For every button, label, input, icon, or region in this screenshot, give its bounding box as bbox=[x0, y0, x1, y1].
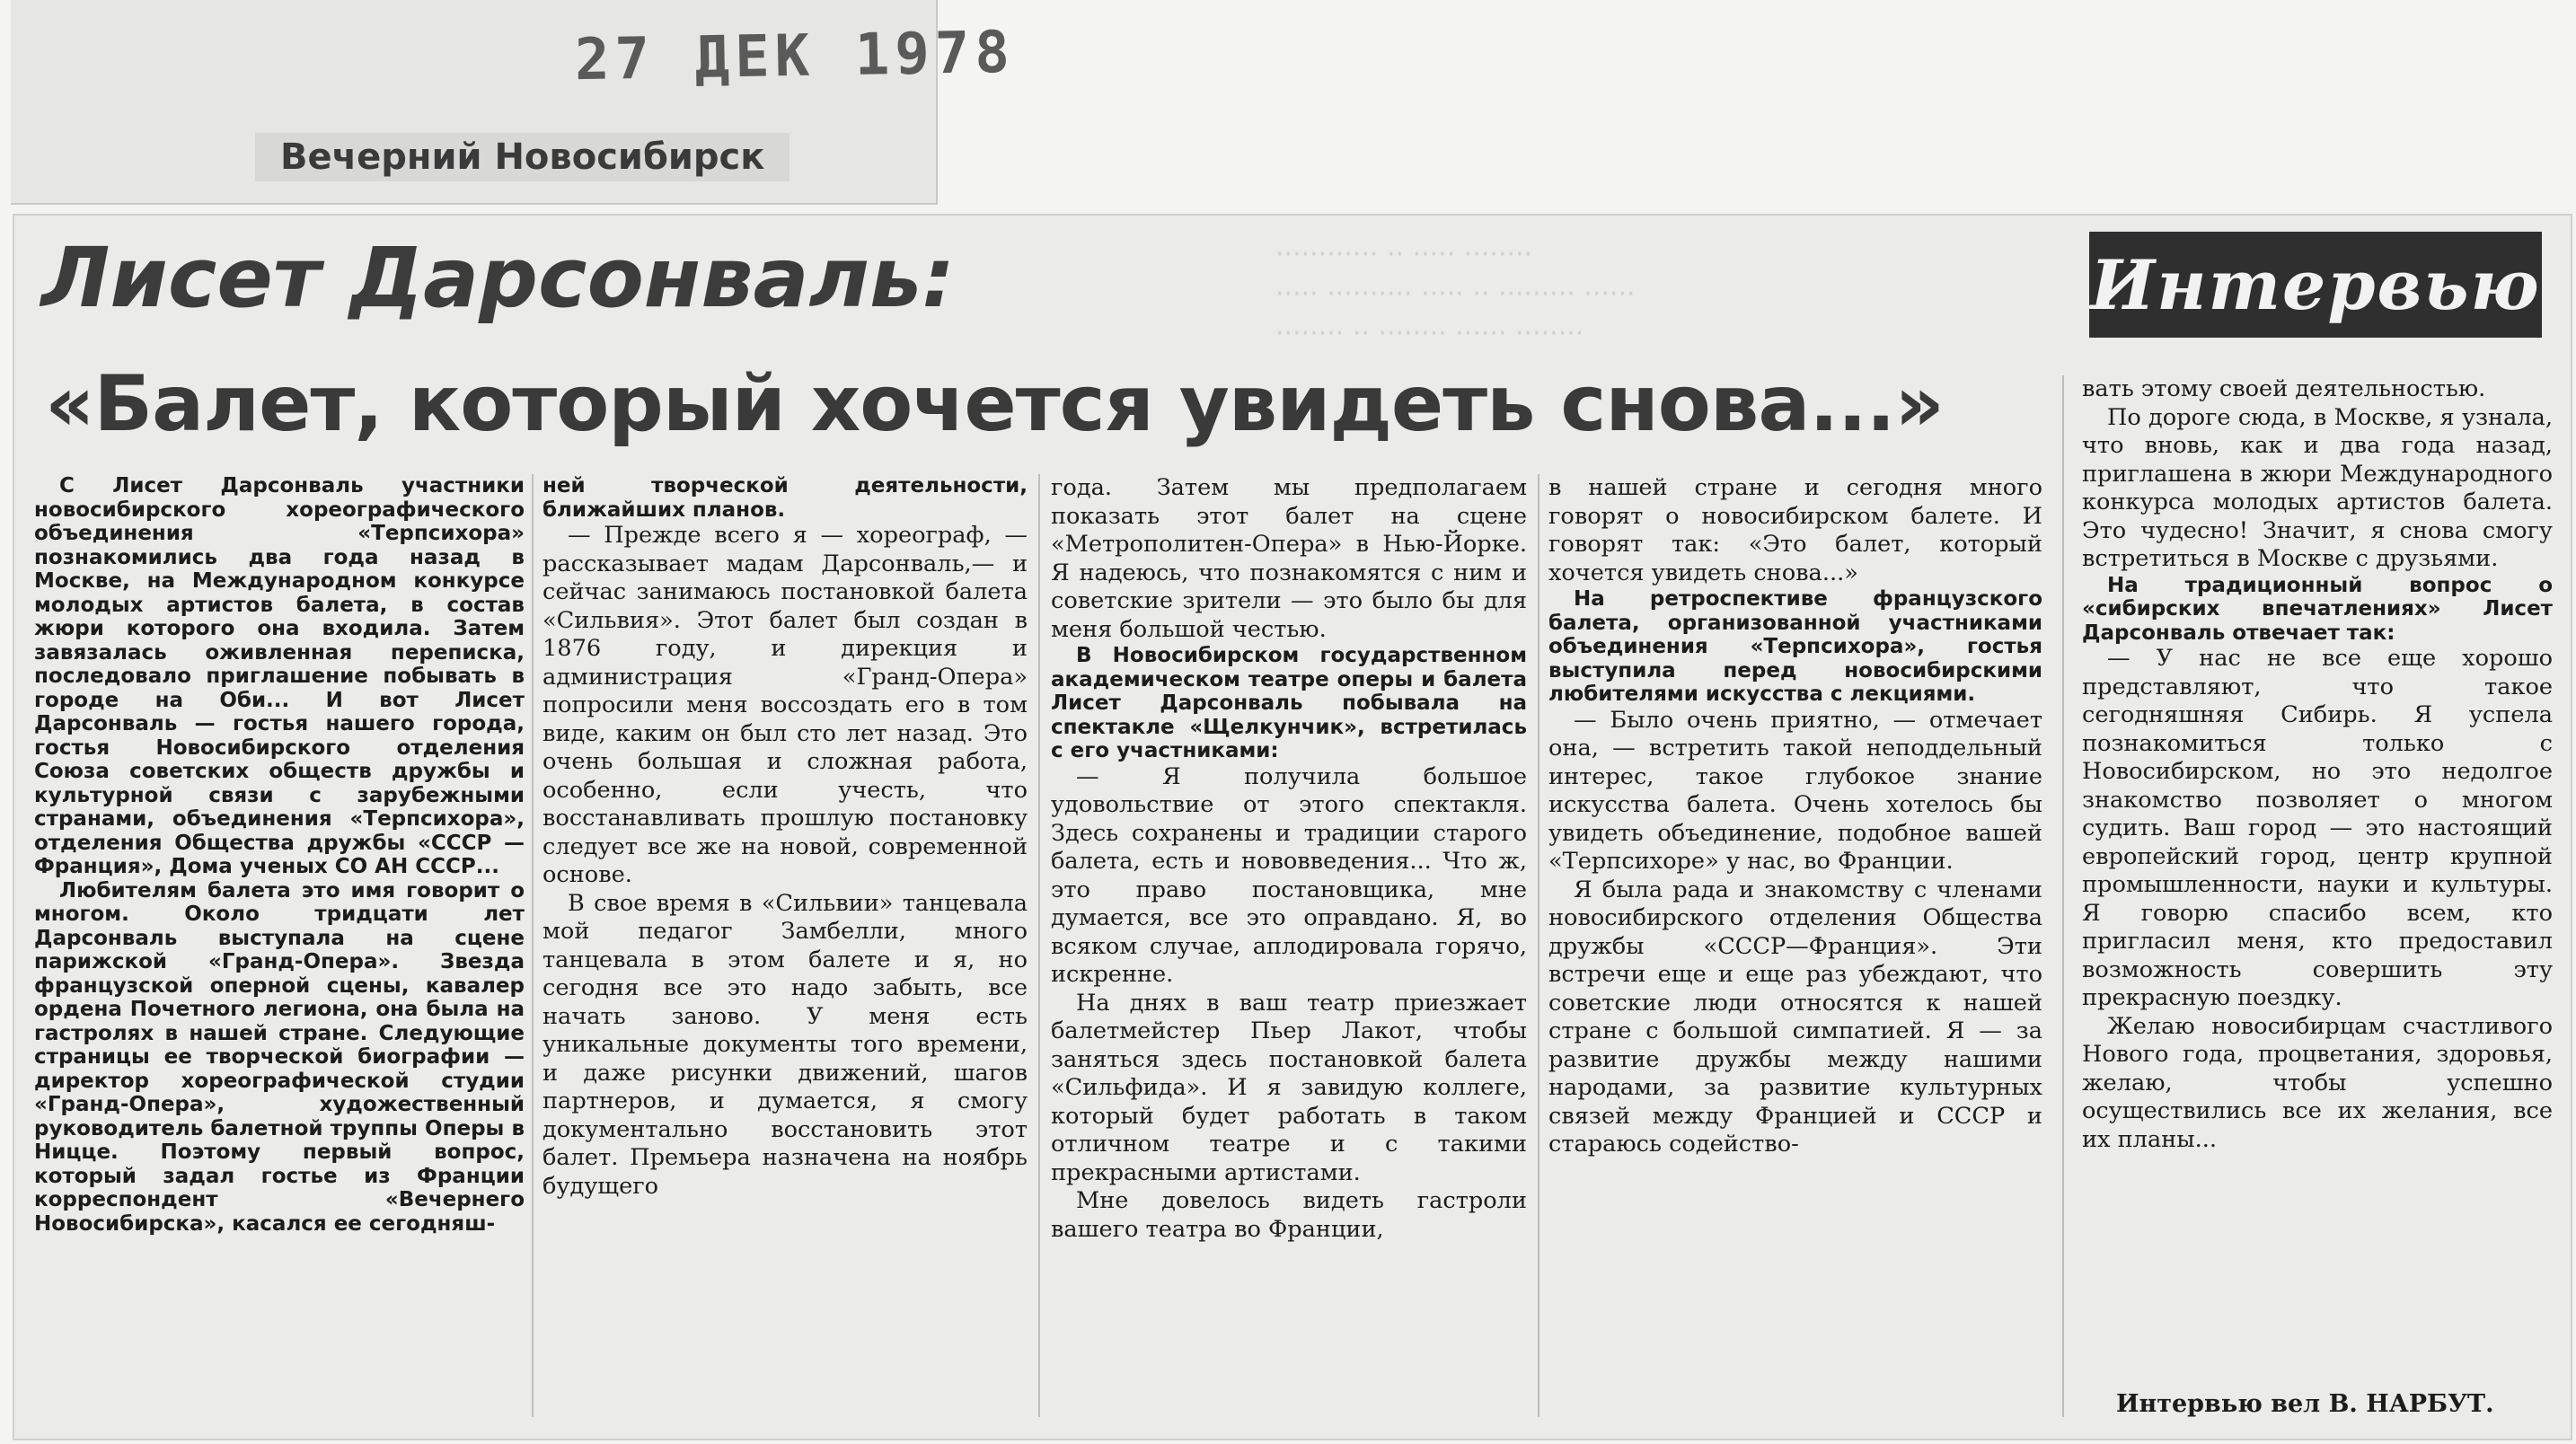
paragraph: Мне довелось видеть гастроли вашего театра во Франции, bbox=[1051, 1187, 1527, 1243]
paragraph: вать этому своей деятельностью. bbox=[2082, 375, 2486, 402]
faded-show-through-text: ············ ·· ····· ········ ····· ·········· ····· ·· ········· ······ ········ ·· ········ ······ ········ bbox=[1275, 239, 1636, 349]
article-column-1 bbox=[34, 474, 525, 1236]
byline-signature: Интервью вел В. НАРБУТ. bbox=[2116, 1390, 2494, 1418]
column-rule bbox=[2062, 375, 2064, 1417]
article-column-2 bbox=[543, 474, 1028, 1201]
article-title-line2: «Балет, который хочется увидеть снова...» bbox=[45, 359, 1944, 449]
article-column-5 bbox=[2082, 375, 2553, 1154]
rubric-interview-badge: Интервью bbox=[2089, 232, 2542, 338]
paragraph: На днях в ваш театр приезжает балетмейстер Пьер Лакот, чтобы заняться здесь постановкой балета «Сильфида». И я завидую коллеге, который будет работать в таком отличном театре и с такими прекрасными артистами. bbox=[1051, 989, 1527, 1186]
paragraph: В Новосибирском государственном академическом театре оперы и балета Лисет Дарсонваль побывала на спектакле «Щелкунчик», встретилась с его участниками: bbox=[1051, 644, 1527, 762]
column-rule bbox=[1538, 474, 1539, 1417]
newspaper-header-clipping bbox=[11, 0, 1016, 205]
paragraph: По дороге сюда, в Москве, я узнала, что вновь, как и два года назад, приглашена в жюри Международного конкурса молодых артистов балета. Это чудесно! Значит, я снова смогу встретиться в Москве с друзьями. bbox=[2082, 403, 2553, 572]
newspaper-name: Вечерний Новосибирск bbox=[255, 133, 790, 181]
article-column-3 bbox=[1051, 474, 1527, 1244]
paragraph: С Лисет Дарсонваль участники новосибирского хореографического объединения «Терпсихора» познакомились два года назад в Москве, на Международном конкурсе молодых артистов балета, в состав жюри которого она входила. Затем завязалась оживленная переписка, последовало приглашение побывать в городе на Оби... И вот Лисет Дарсонваль — гостья нашего города, гостья Новосибирского отделения Союза советских обществ дружбы и культурной связи с зарубежными странами, объединения «Терпсихора», отделения Общества дружбы «СССР — Франция», Дома ученых СО АН СССР... bbox=[34, 474, 525, 878]
paragraph: — Я получила большое удовольствие от этого спектакля. Здесь сохранены и традиции старого балета, есть и нововведения... Что ж, это право постановщика, мне думается, все это оправдано. Я, во всяком случае, аплодировала горячо, искренне. bbox=[1051, 762, 1527, 988]
date-stamp: 27 ДЕК 1978 bbox=[574, 19, 1016, 94]
paragraph: — Было очень приятно, — отмечает она, — встретить такой неподдельный интерес, такое глубокое знание искусства балета. Очень хотелось бы увидеть объединение, подобное вашей «Терпсихоре» у нас, во Франции. bbox=[1548, 706, 2042, 875]
column-rule bbox=[532, 474, 534, 1417]
column-rule bbox=[1038, 474, 1040, 1417]
article-title-line1: Лисет Дарсонваль: bbox=[41, 230, 955, 326]
article-column-4 bbox=[1548, 474, 2042, 1159]
paragraph: — Прежде всего я — хореограф, — рассказывает мадам Дарсонваль,— и сейчас занимаюсь постановкой балета «Сильвия». Этот балет был создан в 1876 году, и дирекция и администрация «Гранд-Опера» попросили меня воссоздать его в том виде, каким он был сто лет назад. Это очень большая и сложная работа, особенно, если учесть, что восстанавливать прошлую постановку следует все же на новой, современной основе. bbox=[543, 522, 1028, 888]
paragraph: Любителям балета это имя говорит о многом. Около тридцати лет Дарсонваль выступала на сцене парижской «Гранд-Опера». Звезда французской оперной сцены, кавалер ордена Почетного легиона, она была на гастролях в нашей стране. Следующие страницы ее творческой биографии — директор хореографической студии «Гранд-Опера», художественный руководитель балетной труппы Оперы в Ницце. Поэтому первый вопрос, который задал гостье из Франции корреспондент «Вечернего Новосибирска», касался ее сегодняш- bbox=[34, 878, 525, 1236]
paragraph: На ретроспективе французского балета, организованной участниками объединения «Терпсихора», гостья выступила перед новосибирскими любителями искусства с лекциями. bbox=[1548, 587, 2042, 706]
paragraph: Я была рада и знакомству с членами новосибирского отделения Общества дружбы «СССР—Франция». Эти встречи еще и еще раз убеждают, что советские люди относятся к нашей стране с большой симпатией. Я — за развитие дружбы между нашими народами, за развитие культурных связей между Францией и СССР и стараюсь содейство- bbox=[1548, 876, 2042, 1158]
paragraph: — У нас не все еще хорошо представляют, что такое сегодняшняя Сибирь. Я успела познакомиться только с Новосибирском, но это недолгое знакомство позволяет о многом судить. Ваш город — это настоящий европейский город, центр крупной промышленности, науки и культуры. Я говорю спасибо всем, кто пригласил меня, кто предоставил возможность совершить эту прекрасную поездку. bbox=[2082, 645, 2553, 1011]
paragraph: ней творческой деятельности, ближайших планов. bbox=[543, 474, 1028, 522]
paragraph: года. Затем мы предполагаем показать этот балет на сцене «Метрополитен-Опера» в Нью-Йорке. Я надеюсь, что познакомятся с ним и советские зрители — это было бы для меня большой честью. bbox=[1051, 474, 1527, 643]
paragraph: в нашей стране и сегодня много говорят о новосибирском балете. И говорят так: «Это балет, который хочется увидеть снова...» bbox=[1548, 474, 2042, 586]
paragraph: На традиционный вопрос о «сибирских впечатлениях» Лисет Дарсонваль отвечает так: bbox=[2082, 573, 2553, 645]
paragraph: Желаю новосибирцам счастливого Нового года, процветания, здоровья, желаю, чтобы успешно осуществились все их желания, все их планы... bbox=[2082, 1012, 2553, 1153]
paragraph: В свое время в «Сильвии» танцевала мой педагог Замбелли, много танцевала в этом балете и я, но сегодня все это надо забыть, все начать заново. У меня есть уникальные документы того времени, и даже рисунки движений, шагов партнеров, и думается, я смогу документально восстановить этот балет. Премьера назначена на ноябрь будущего bbox=[543, 889, 1028, 1200]
